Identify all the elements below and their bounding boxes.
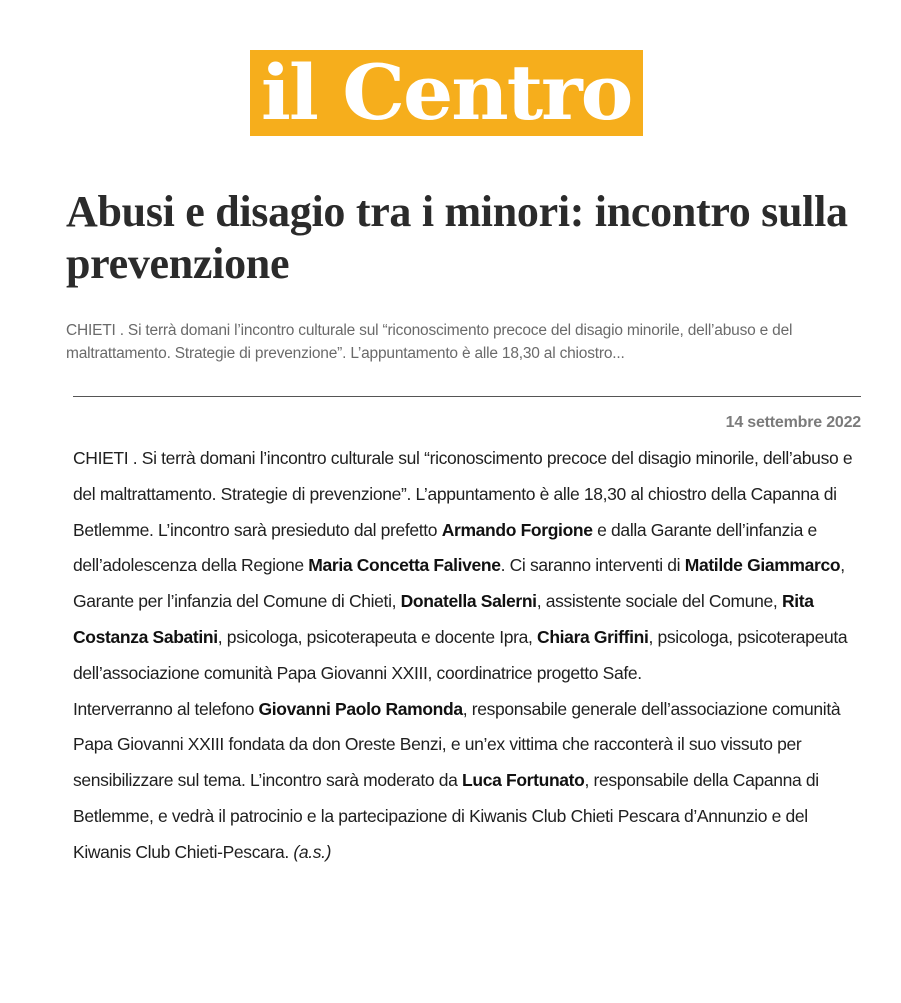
body-text: , assistente sociale del Comune, — [536, 591, 782, 612]
il-centro-logo[interactable] — [250, 50, 643, 136]
body-text: CHIETI . Si terrà domani l’incontro culturale sul “riconoscimento precoce del disagio minorile, dell’abuso e del maltrattamento. Strategie di prevenzione”. L’appuntamento è alle 18,30 al chiostro della Capanna di Betlemme. L’incontro sarà presieduto dal prefetto — [73, 448, 853, 540]
body-text: . Ci saranno interventi di — [500, 555, 685, 576]
divider — [73, 396, 861, 397]
publication-date: 14 settembre 2022 — [725, 414, 861, 431]
author-signature: (a.s.) — [293, 841, 332, 862]
body-text: e dalla Garante dell’infanzia e dell’adolescenza della Regione — [73, 519, 817, 576]
body-text: , responsabile generale dell’associazione comunità Papa Giovanni XXIII fondata da don Oreste Benzi, e un’ex vittima che racconterà il suo vissuto per sensibilizzare sul tema. L’incontro sarà moderato da — [73, 698, 841, 791]
body-paragraph-2 — [73, 692, 863, 871]
person-name: Rita Costanza Sabatini — [73, 591, 814, 647]
person-name: Armando Forgione — [441, 519, 593, 540]
body-paragraph-1 — [73, 441, 863, 692]
body-text: , responsabile della Capanna di Betlemme, e vedrà il patrocinio e la partecipazione di Kiwanis Club Chieti Pescara d’Annunzio e del Kiwanis Club Chieti-Pescara. — [73, 770, 819, 862]
article-body — [73, 441, 863, 871]
body-text: , psicologa, psicoterapeuta e docente Ipra, — [217, 626, 538, 647]
body-text: , psicologa, psicoterapeuta dell’associazione comunità Papa Giovanni XXIII, coordinatrice progetto Safe. — [73, 626, 848, 683]
body-text: Interverranno al telefono — [73, 698, 259, 719]
person-name: Luca Fortunato — [462, 770, 585, 791]
person-name: Chiara Griffini — [537, 626, 649, 647]
person-name: Donatella Salerni — [400, 591, 537, 612]
logo-text: il Centro — [261, 48, 632, 137]
person-name: Matilde Giammarco — [684, 555, 841, 576]
body-text: , Garante per l’infanzia del Comune di Chieti, — [73, 555, 845, 612]
person-name: Giovanni Paolo Ramonda — [258, 698, 463, 719]
person-name: Maria Concetta Falivene — [308, 555, 501, 576]
article-headline: Abusi e disagio tra i minori: incontro sulla prevenzione — [66, 187, 848, 288]
article-summary: CHIETI . Si terrà domani l’incontro culturale sul “riconoscimento precoce del disagio minorile, dell’abuso e del maltrattamento. Strategie di prevenzione”. L’appuntamento è alle 18,30 al chiostro... — [66, 322, 793, 362]
